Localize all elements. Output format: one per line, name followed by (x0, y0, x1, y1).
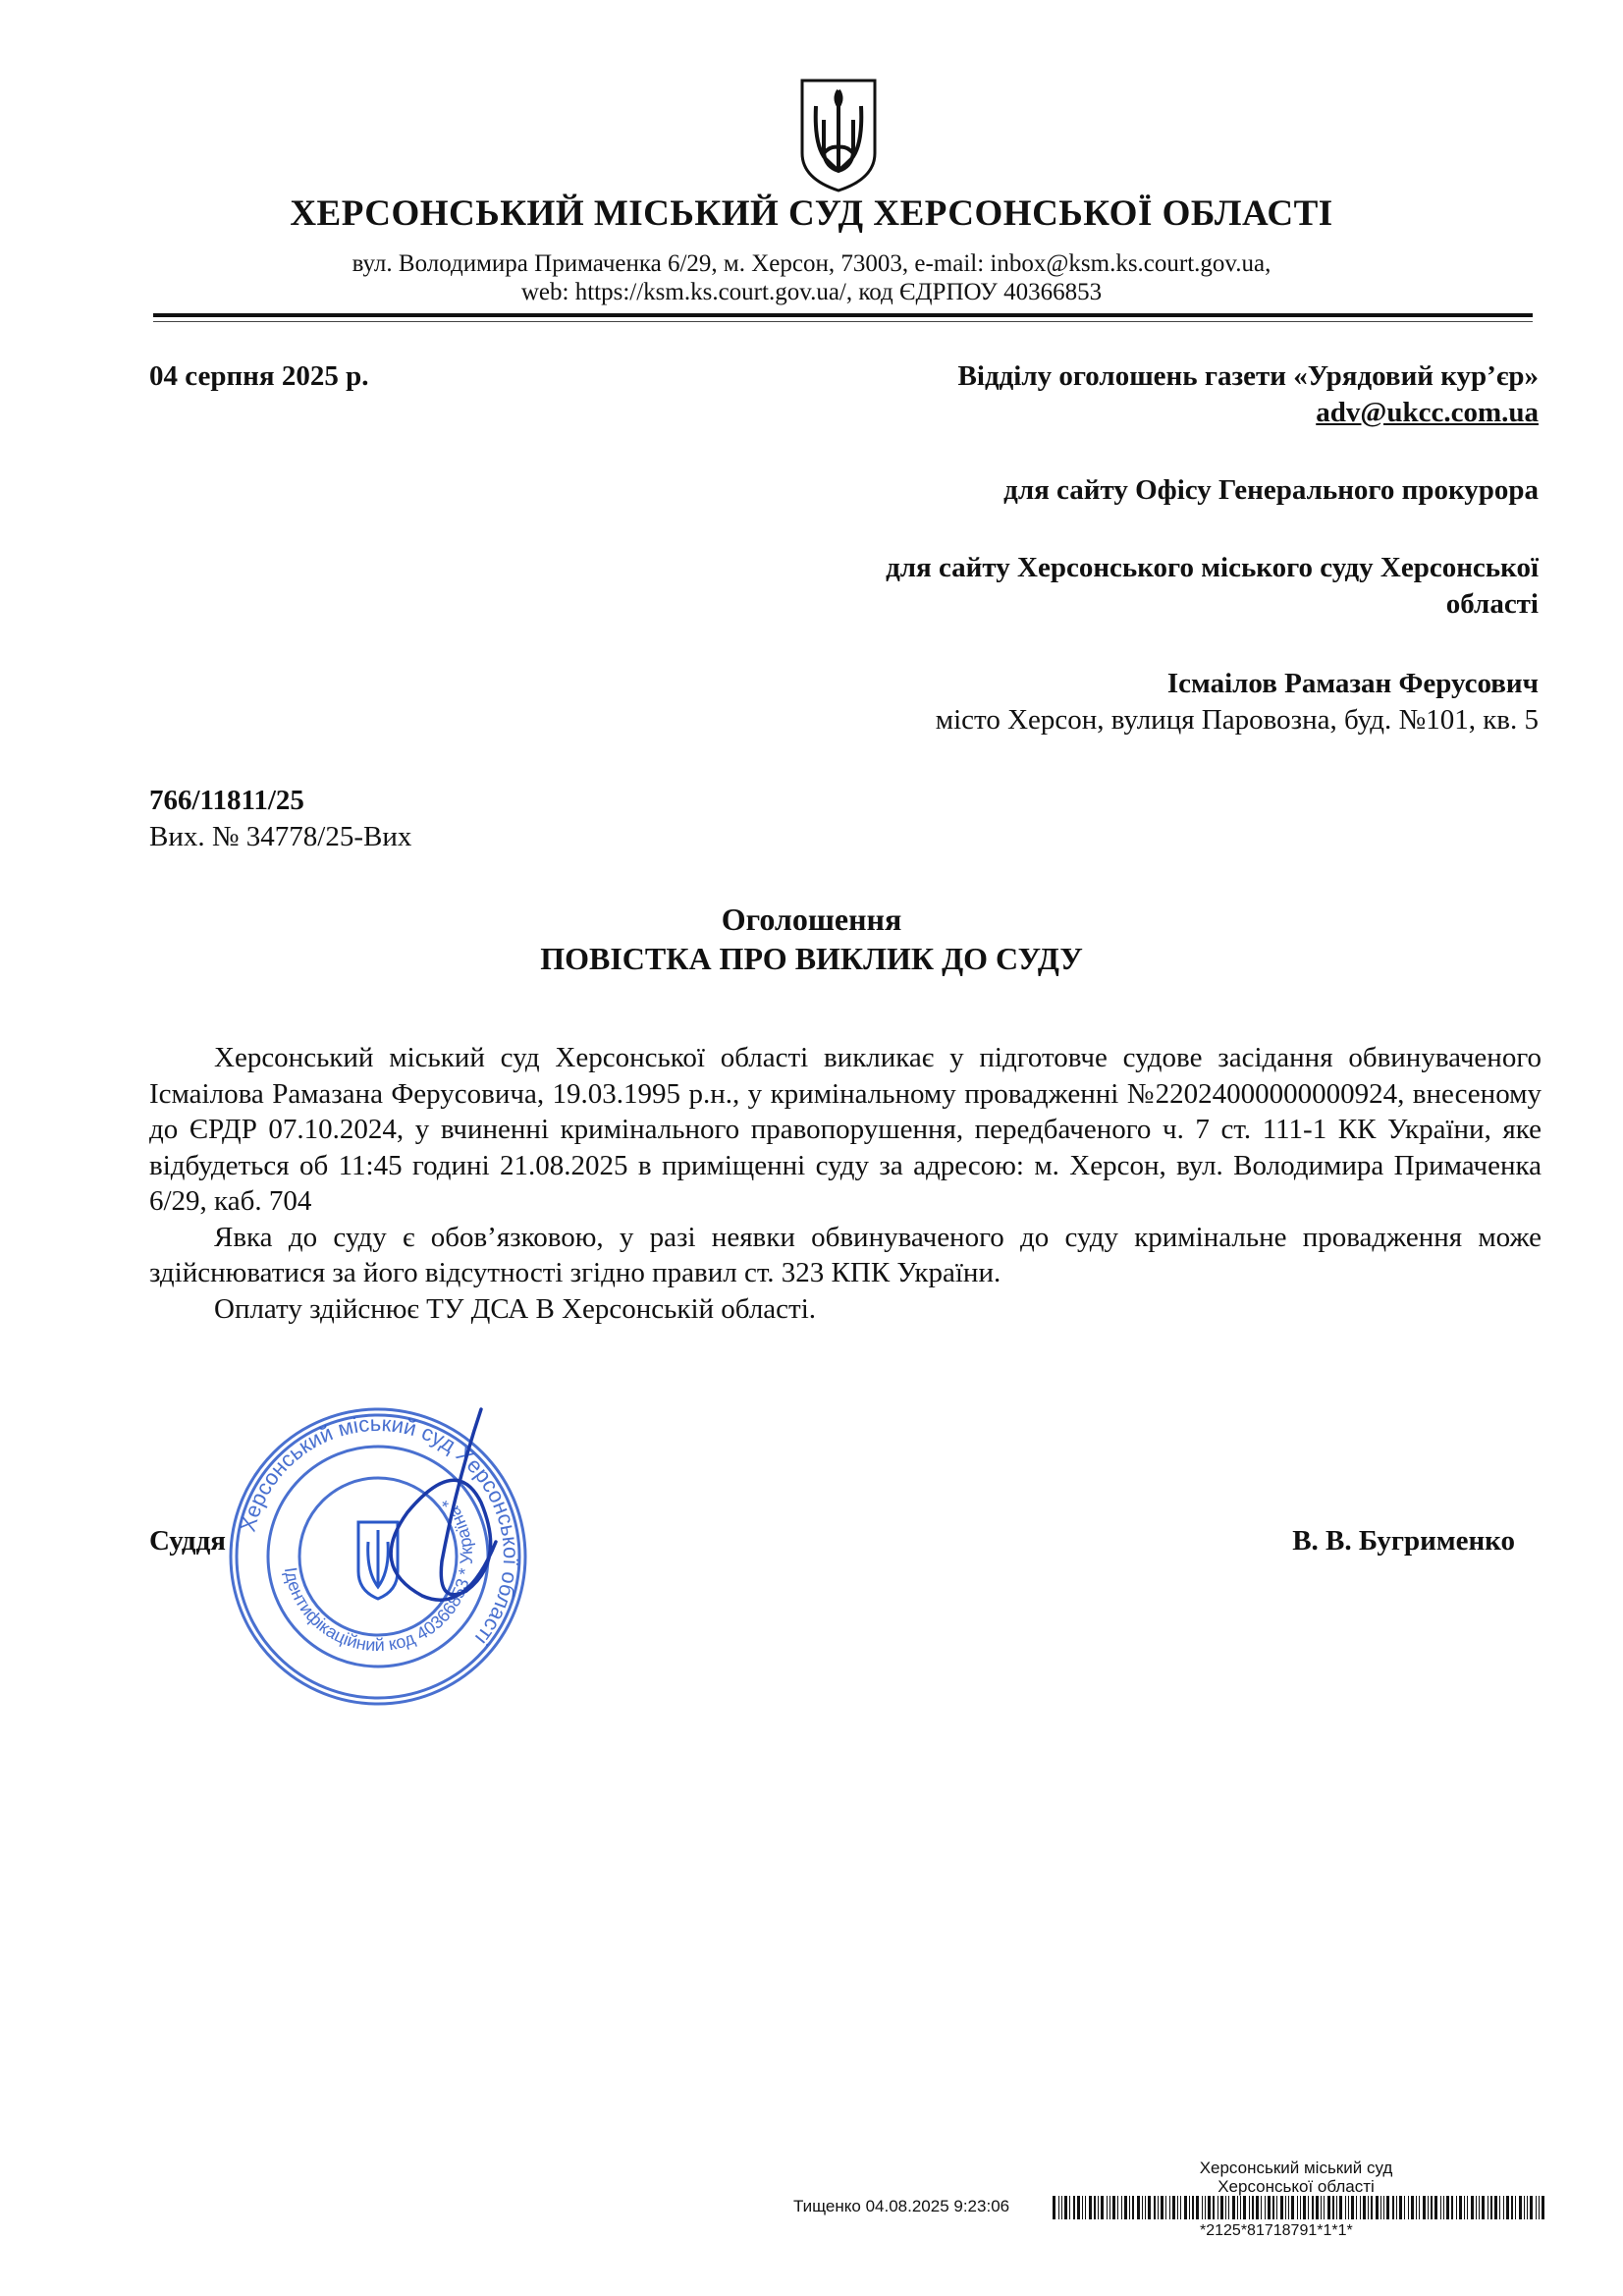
recipient-person-address: місто Херсон, вулиця Паровозна, буд. №101, кв. 5 (935, 704, 1539, 736)
registration-stamp: Тищенко 04.08.2025 9:23:06 (793, 2197, 1010, 2215)
document-body (149, 1040, 1542, 1327)
court-address: вул. Володимира Примаченка 6/29, м. Херсон, 73003, e-mail: inbox@ksm.ks.court.gov.ua, (352, 250, 1271, 277)
coat-of-arms-icon (798, 77, 879, 194)
registration-court: Херсонський міський суд (1199, 2159, 1393, 2177)
court-web: web: https://ksm.ks.court.gov.ua/, код ЄДРПОУ 40366853 (520, 279, 1103, 305)
barcode-icon (1053, 2196, 1548, 2219)
case-number: 766/11811/25 (149, 785, 304, 816)
barcode-code: *2125*81718791*1*1* (1200, 2222, 1353, 2239)
svg-text:Ідентифікаційний код 40366853: Ідентифікаційний код 40366853 * Україна * (280, 1493, 477, 1656)
recipient-email-link[interactable]: adv@ukcc.com.ua (1316, 397, 1539, 428)
outgoing-number: Вих. № 34778/25-Вих (149, 821, 412, 852)
registration-court-region: Херсонської області (1217, 2177, 1375, 2196)
recipient-court-site-cont: області (1445, 588, 1539, 620)
document-title: Оголошення (721, 902, 902, 937)
court-name: ХЕРСОНСЬКИЙ МІСЬКИЙ СУД ХЕРСОНСЬКОЇ ОБЛАСТІ (290, 193, 1333, 234)
header-divider (153, 313, 1533, 317)
judge-name: В. В. Бугрименко (1292, 1525, 1515, 1557)
document-subtitle: ПОВІСТКА ПРО ВИКЛИК ДО СУДУ (540, 941, 1083, 976)
body-paragraph: Оплату здійснює ТУ ДСА В Херсонській області. (214, 1292, 817, 1325)
document-date: 04 серпня 2025 р. (149, 360, 369, 392)
recipient-newspaper: Відділу оголошень газети «Урядовий кур’єр» (957, 360, 1539, 392)
body-paragraph: Херсонський міський суд Херсонської області викликає у підготовче судове засідання обвинуваченого Ісмаілова Рамазана Ферусовича, 19.03.1995 р.н., у кримінальному провадженні №22024000000000924, внесеному до ЄРДР 07.10.2024, у вчиненні кримінального правопорушення, передбаченого ч. 7 ст. 111-1 КК України, яке відбудеться об 11:45 годині 21.08.2025 в приміщенні суду за адресою: м. Херсон, вул. Володимира Примаченка 6/29, каб. 704 (149, 1042, 1542, 1217)
court-seal-icon (211, 1394, 545, 1719)
recipient-prosecutor: для сайту Офісу Генерального прокурора (1003, 474, 1539, 506)
body-paragraph: Явка до суду є обов’язковою, у разі неявки обвинуваченого до суду кримінальне провадження може здійснюватися за його відсутності згідно правил ст. 323 КПК України. (149, 1221, 1542, 1288)
judge-label: Суддя (149, 1525, 226, 1557)
recipient-court-site: для сайту Херсонського міського суду Херсонської (886, 552, 1539, 583)
header-divider-thin (153, 321, 1533, 322)
svg-text:Херсонський міський суд Херсон: Херсонський міський суд Херсонської області (235, 1410, 524, 1651)
recipient-person-name: Ісмаілов Рамазан Ферусович (1166, 668, 1539, 699)
